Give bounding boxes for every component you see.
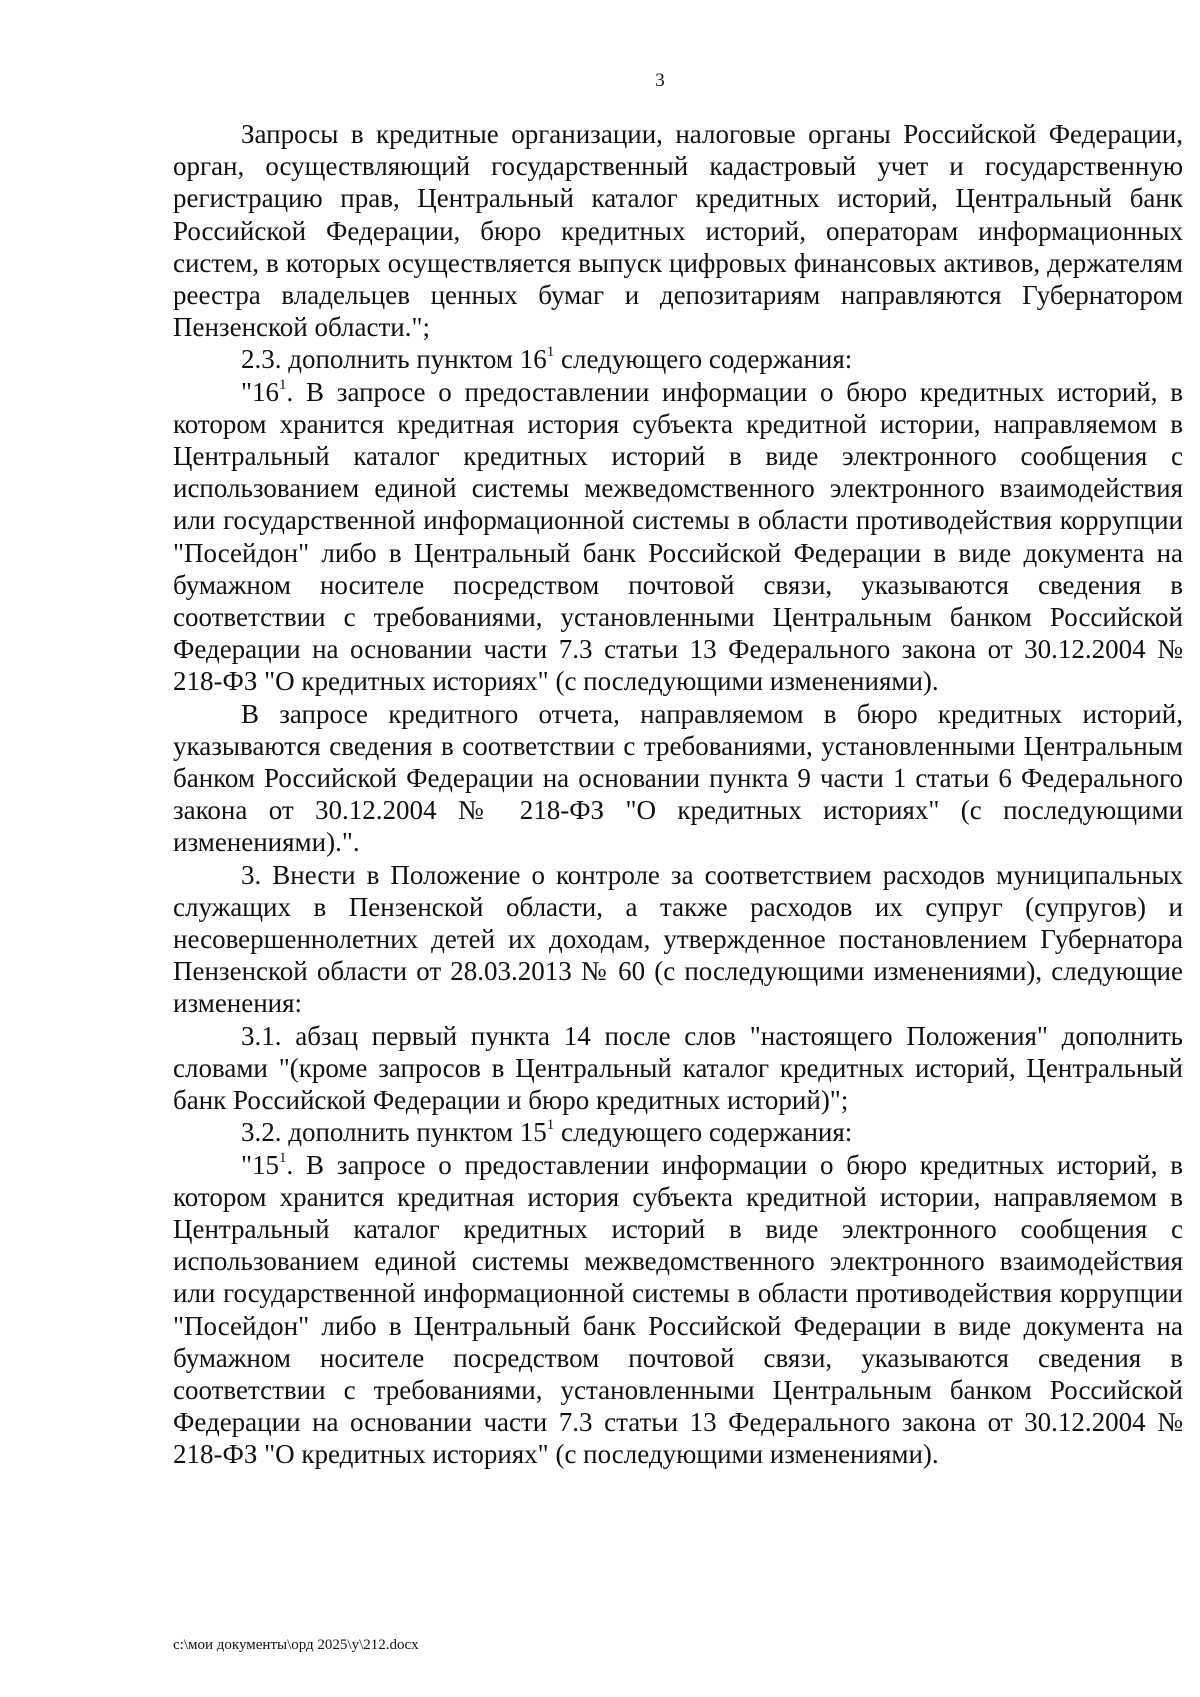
paragraph-item-3-1: 3.1. абзац первый пункта 14 после слов "настоящего Положения" дополнить словами "(кроме запросов в Центральный каталог кредитных историй, Центральный банк Российской Федерации и бюро кредитных историй)"; — [173, 1020, 1183, 1116]
paragraph-requests-list: Запросы в кредитные организации, налоговые органы Российской Федерации, орган, осуществляющий государственный кадастровый учет и государственную регистрацию прав, Центральный каталог кредитных историй, Центральный банк Российской Федерации, бюро кредитных историй, операторам информационных систем, в которых осуществляется выпуск цифровых финансовых активов, держателям реестра владельцев ценных бумаг и депозитариям направляются Губернатором Пензенской области."; — [173, 119, 1183, 343]
paragraph-text: 3.2. дополнить пунктом 15 — [241, 1117, 547, 1148]
paragraph-credit-report-request: В запросе кредитного отчета, направляемом в бюро кредитных историй, указываются сведения в соответствии с требованиями, установленными Центральным банком Российской Федерации на основании пункта 9 части 1 статьи 6 Федерального закона от 30.12.2004 № 218-ФЗ "О кредитных историях" (с последующими изменениями).". — [173, 698, 1183, 858]
paragraph-text: "15 — [241, 1149, 280, 1180]
footer-file-path: c:\мои документы\орд 2025\у\212.docx — [173, 1637, 419, 1653]
paragraph-point-16-1 — [173, 376, 1183, 698]
superscript-index: 1 — [279, 1149, 287, 1166]
superscript-index: 1 — [546, 344, 555, 361]
superscript-index: 1 — [279, 376, 287, 393]
paragraph-item-2-3 — [173, 343, 1183, 375]
paragraph-point-15-1 — [173, 1149, 1183, 1471]
paragraph-text: . В запросе о предоставлении информации о бюро кредитных историй, в котором хранится кредитная история субъекта кредитной истории, направляемом в Центральный каталог кредитных историй в виде электронного сообщения с использованием единой системы межведомственного электронного взаимодействия или государственной информационной системы в области противодействия коррупции "Посейдон" либо в Центральный банк Российской Федерации в виде документа на бумажном носителе посредством почтовой связи, указываются сведения в соответствии с требованиями, установленными Центральным банком Российской Федерации на основании части 7.3 статьи 13 Федерального закона от 30.12.2004 № 218-ФЗ "О кредитных историях" (с последующими изменениями). — [173, 376, 1183, 697]
document-body — [173, 118, 1183, 1471]
paragraph-text: . В запросе о предоставлении информации о бюро кредитных историй, в котором хранится кредитная история субъекта кредитной истории, направляемом в Центральный каталог кредитных историй в виде электронного сообщения с использованием единой системы межведомственного электронного взаимодействия или государственной информационной системы в области противодействия коррупции "Посейдон" либо в Центральный банк Российской Федерации в виде документа на бумажном носителе посредством почтовой связи, указываются сведения в соответствии с требованиями, установленными Центральным банком Российской Федерации на основании части 7.3 статьи 13 Федерального закона от 30.12.2004 № 218-ФЗ "О кредитных историях" (с последующими изменениями). — [173, 1149, 1183, 1470]
paragraph-item-3-2 — [173, 1116, 1183, 1148]
paragraph-text: следующего содержания: — [554, 1117, 853, 1148]
paragraph-text: следующего содержания: — [554, 344, 853, 375]
paragraph-text: 2.3. дополнить пунктом 16 — [241, 344, 547, 375]
page-number: 3 — [655, 70, 665, 91]
paragraph-text: "16 — [241, 376, 280, 407]
superscript-index: 1 — [546, 1117, 555, 1134]
paragraph-item-3: 3. Внести в Положение о контроле за соответствием расходов муниципальных служащих в Пензенской области, а также расходов их супруг (супругов) и несовершеннолетних детей их доходам, утвержденное постановлением Губернатора Пензенской области от 28.03.2013 № 60 (с последующими изменениями), следующие изменения: — [173, 859, 1183, 1019]
